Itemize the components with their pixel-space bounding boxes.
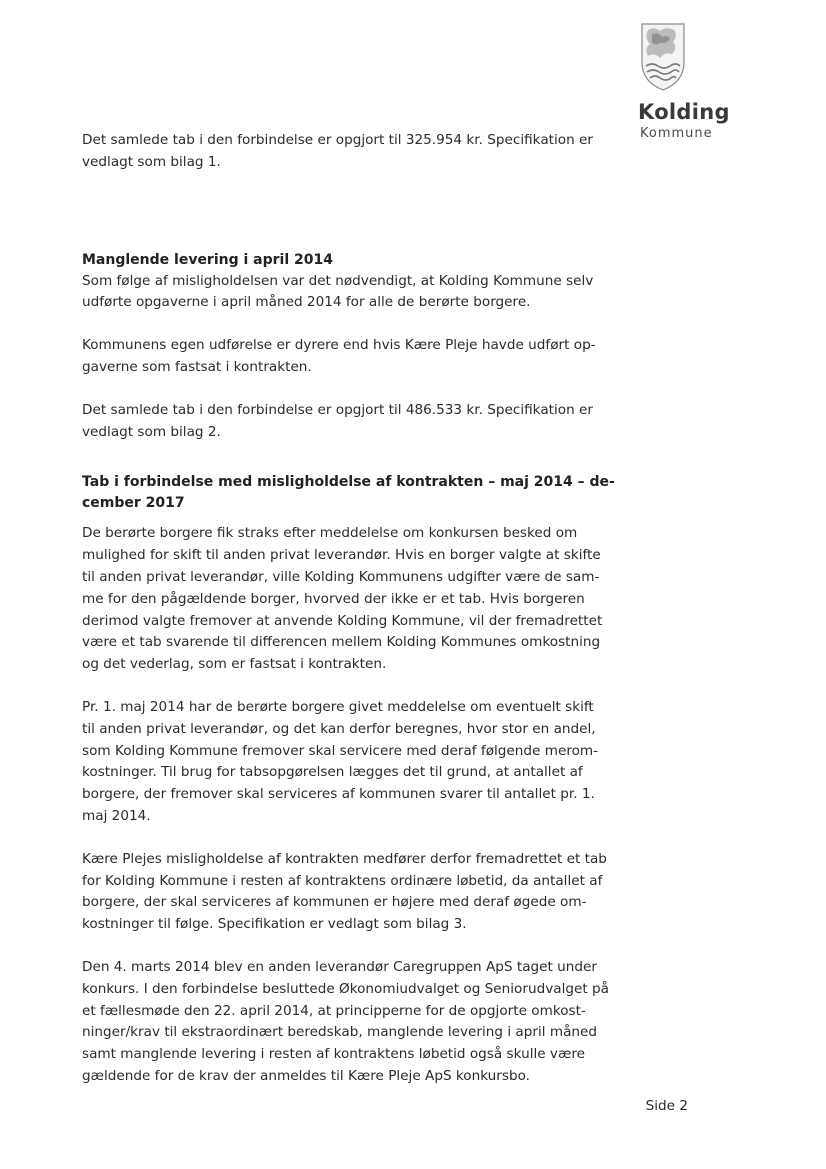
paragraph-bilag-1 [82,130,627,174]
text-line: mulighed for skift til anden privat leverandør. Hvis en borger valgte at skifte [82,547,601,564]
paragraph-caregruppen [82,957,627,1088]
heading-line: Tab i forbindelse med misligholdelse af kontrakten – maj 2014 – de- [82,474,615,491]
text-line: til anden privat leverandør, og det kan derfor beregnes, hvor stor en andel, [82,720,596,737]
letter-body [82,130,627,1088]
text-line: Pr. 1. maj 2014 har de berørte borgere givet meddelelse om eventuelt skift [82,698,594,715]
text-line: vedlagt som bilag 1. [82,153,221,170]
text-line: gældende for de krav der anmeldes til Kære Pleje ApS konkursbo. [82,1067,530,1084]
coat-of-arms-icon [640,22,686,92]
text-line: derimod valgte fremover at anvende Kolding Kommune, vil der fremadrettet [82,612,603,629]
text-line: og det vederlag, som er fastsat i kontrakten. [82,656,387,673]
text-line: Som følge af misligholdelsen var det nødvendigt, at Kolding Kommune selv [82,272,594,289]
text-line: til anden privat leverandør, ville Kolding Kommunens udgifter være de sam- [82,568,600,585]
paragraph-bilag-2 [82,400,627,444]
text-line: ninger/krav til ekstraordinært beredskab, manglende levering i april måned [82,1024,598,1041]
text-line: et fællesmøde den 22. april 2014, at principperne for de opgjorte omkost- [82,1002,586,1019]
text-line: udførte opgaverne i april måned 2014 for alle de berørte borgere. [82,294,531,311]
text-line: Kommunens egen udførelse er dyrere end hvis Kære Pleje havde udført op- [82,337,596,354]
text-line: Det samlede tab i den forbindelse er opgjort til 325.954 kr. Specifikation er [82,132,593,148]
paragraph-skift-leverandor [82,523,627,676]
paragraph-maj-2014 [82,697,627,828]
text-line: samt manglende levering i resten af kontraktens løbetid også skulle være [82,1046,585,1063]
text-line: være et tab svarende til differencen mellem Kolding Kommunes omkostning [82,634,601,651]
page-number: Side 2 [645,1098,688,1114]
paragraph-egen-udforelse [82,335,627,379]
text-line: me for den pågældende borger, hvorved der ikke er et tab. Hvis borgeren [82,590,585,607]
text-line: borgere, der fremover skal serviceres af kommunen svarer til antallet pr. 1. [82,786,595,803]
heading-line: cember 2017 [82,495,185,512]
logo-subtitle: Kommune [640,126,713,141]
text-line: Det samlede tab i den forbindelse er opgjort til 486.533 kr. Specifikation er [82,401,593,418]
text-line: som Kolding Kommune fremover skal servicere med deraf følgende merom- [82,742,599,759]
text-line: Kære Plejes misligholdelse af kontrakten medfører derfor fremadrettet et tab [82,850,607,867]
kolding-logo [636,22,746,152]
text-line: gaverne som fastsat i kontrakten. [82,358,312,375]
section-heading-april: Manglende levering i april 2014 [82,251,333,268]
text-line: kostninger. Til brug for tabsopgørelsen lægges det til grund, at antallet af [82,764,583,781]
text-line: konkurs. I den forbindelse besluttede Økonomiudvalget og Seniorudvalget på [82,980,609,997]
paragraph-bilag-3 [82,849,627,936]
text-line: for Kolding Kommune i resten af kontraktens ordinære løbetid, da antallet af [82,872,603,889]
text-line: De berørte borgere fik straks efter meddelelse om konkursen besked om [82,525,578,542]
text-line: vedlagt som bilag 2. [82,423,221,440]
section-heading-kontrakt [82,472,627,514]
text-line: Den 4. marts 2014 blev en anden leverandør Caregruppen ApS taget under [82,958,597,975]
text-line: kostninger til følge. Specifikation er vedlagt som bilag 3. [82,916,467,933]
text-line: maj 2014. [82,807,151,824]
paragraph-april-intro [82,271,627,315]
text-line: borgere, der skal serviceres af kommunen er højere med deraf øgede om- [82,894,587,911]
logo-name: Kolding [638,100,730,124]
